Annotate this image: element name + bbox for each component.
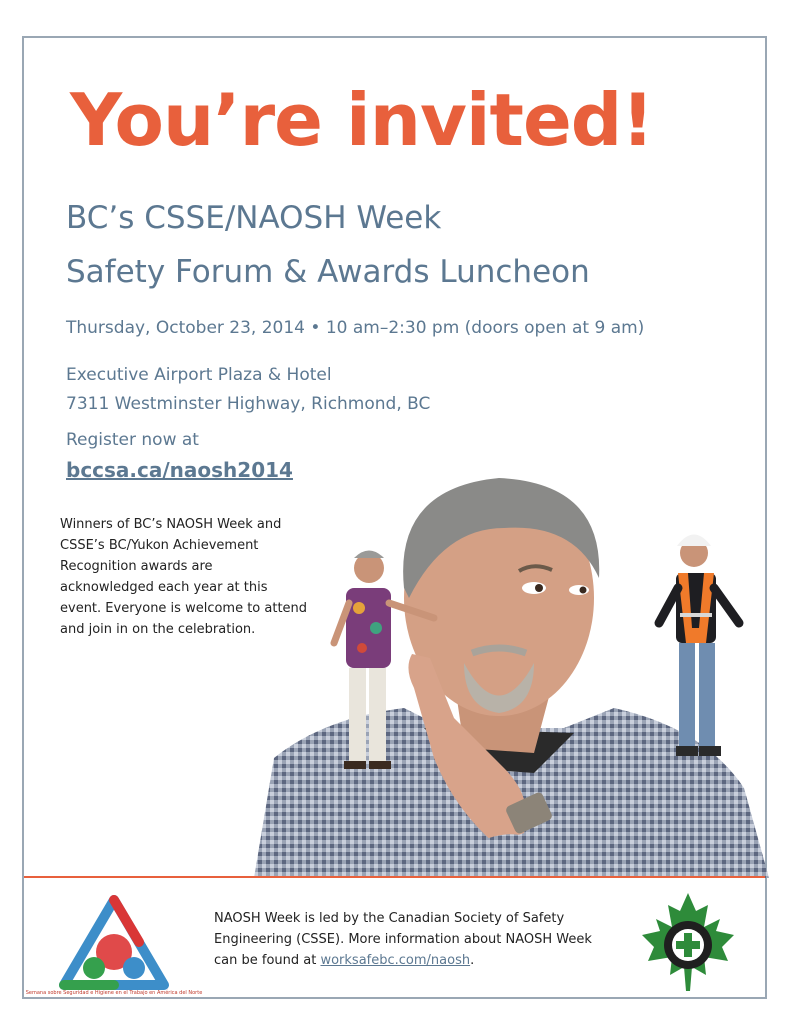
- event-date-time: Thursday, October 23, 2014 • 10 am–2:30 pm (doors open at 9 am): [66, 318, 645, 338]
- csse-logo: [638, 891, 738, 996]
- small-figure-construction-worker: [659, 535, 739, 757]
- hero-photo-illustration: [234, 428, 769, 878]
- headline: You’re invited!: [70, 78, 654, 162]
- event-title-line2: Safety Forum & Awards Luncheon: [66, 254, 590, 290]
- naosh-logo-text: Semana sobre Seguridad e Higiene en el Trabajo en América del Norte: [25, 990, 203, 996]
- event-description: Winners of BC’s NAOSH Week and CSSE’s BC/Yukon Achievement Recognition awards are acknowledged each year at this event. Everyone is welcome to attend and join in on the celebration.: [60, 517, 308, 637]
- worksafebc-link[interactable]: worksafebc.com/naosh: [320, 953, 471, 968]
- register-prompt: Register now at: [66, 430, 199, 450]
- register-link[interactable]: bccsa.ca/naosh2014: [66, 458, 293, 482]
- venue-name: Executive Airport Plaza & Hotel: [66, 365, 332, 385]
- naosh-logo: [25, 890, 203, 1000]
- invitation-flyer: [22, 36, 767, 999]
- footer-divider: [24, 876, 765, 878]
- footer-note-end: .: [470, 953, 475, 968]
- venue-address: 7311 Westminster Highway, Richmond, BC: [66, 394, 431, 414]
- footer-note-text: NAOSH Week is led by the Canadian Society of Safety Engineering (CSSE). More information about NAOSH Week can be found at: [214, 911, 592, 968]
- footer-note: [214, 908, 594, 971]
- event-title-line1: BC’s CSSE/NAOSH Week: [66, 200, 442, 236]
